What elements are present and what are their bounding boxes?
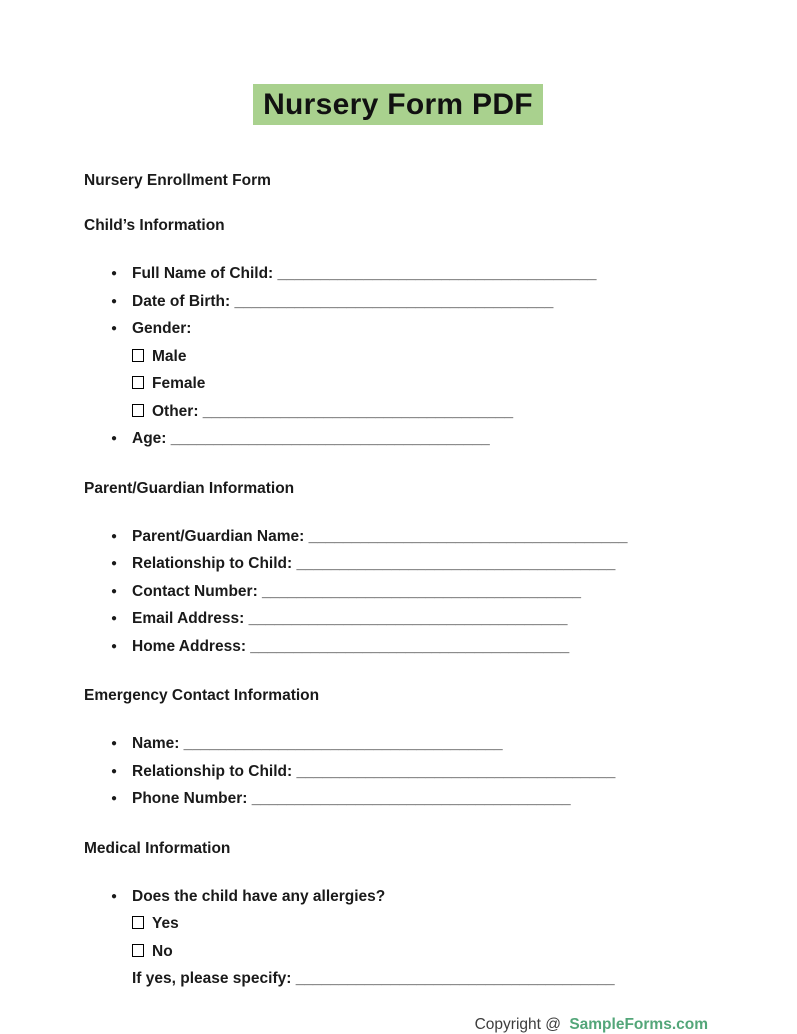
- list-item: [132, 633, 712, 661]
- field-gender-label: Gender:: [132, 320, 192, 337]
- yes-checkbox-icon: [132, 916, 144, 929]
- no-option-label: No: [152, 942, 173, 960]
- other-option-label: Other: ____________________________________: [152, 402, 514, 420]
- copyright-text: Copyright @: [474, 1015, 561, 1033]
- allergies-specify-label: If yes, please specify: _____________________________________: [132, 970, 615, 987]
- list-item: [132, 315, 712, 425]
- list-item: [132, 288, 712, 316]
- list-item: [132, 605, 712, 633]
- field-allergies-question: Does the child have any allergies?: [132, 887, 386, 905]
- gender-option-male: [132, 343, 712, 371]
- female-checkbox-icon: [132, 376, 144, 389]
- allergies-option-yes: [132, 910, 712, 938]
- male-checkbox-icon: [132, 349, 144, 362]
- section-title-emergency-contact-information: Emergency Contact Information: [84, 687, 320, 704]
- section-title-child-information: Child’s Information: [84, 217, 225, 234]
- form-heading: Nursery Enrollment Form: [84, 172, 271, 189]
- medical-information-list: [84, 883, 712, 993]
- list-item: [132, 883, 712, 993]
- gender-option-other: [132, 398, 712, 426]
- title-container: [84, 84, 712, 125]
- field-allergies-specify: [132, 965, 712, 993]
- gender-option-female: [132, 370, 712, 398]
- field-emergency-name: Name: _____________________________________: [132, 735, 503, 752]
- list-item: [132, 260, 712, 288]
- list-item: [132, 730, 712, 758]
- female-option-label: Female: [152, 375, 206, 392]
- list-item: [132, 550, 712, 578]
- list-item: [132, 785, 712, 813]
- no-checkbox-icon: [132, 944, 144, 957]
- field-age: Age: _____________________________________: [132, 430, 490, 447]
- field-home-address: Home Address: _____________________________________: [132, 637, 570, 655]
- page-title: Nursery Form PDF: [253, 84, 543, 125]
- emergency-contact-list: [84, 730, 712, 813]
- list-item: [132, 523, 712, 551]
- male-option-label: Male: [152, 347, 187, 365]
- other-checkbox-icon: [132, 404, 144, 417]
- list-item: [132, 758, 712, 786]
- field-emergency-relationship: Relationship to Child: _____________________________________: [132, 762, 616, 780]
- child-information-list: [84, 260, 712, 453]
- allergies-option-no: [132, 938, 712, 966]
- field-contact-number: Contact Number: _____________________________________: [132, 582, 581, 600]
- footer: [84, 1015, 712, 1034]
- field-date-of-birth: Date of Birth: _____________________________________: [132, 292, 554, 310]
- section-title-parent-guardian-information: Parent/Guardian Information: [84, 479, 295, 497]
- list-item: [132, 425, 712, 453]
- field-relationship-to-child: Relationship to Child: _____________________________________: [132, 555, 616, 572]
- sampleforms-link[interactable]: SampleForms.com: [569, 1015, 708, 1033]
- field-parent-guardian-name: Parent/Guardian Name: _____________________________________: [132, 527, 628, 545]
- section-title-medical-information: Medical Information: [84, 839, 231, 857]
- field-email-address: Email Address: _____________________________________: [132, 610, 568, 627]
- field-full-name-of-child: Full Name of Child: _____________________________________: [132, 265, 597, 282]
- yes-option-label: Yes: [152, 915, 179, 932]
- list-item: [132, 578, 712, 606]
- field-emergency-phone: Phone Number: _____________________________________: [132, 790, 571, 807]
- parent-guardian-list: [84, 523, 712, 661]
